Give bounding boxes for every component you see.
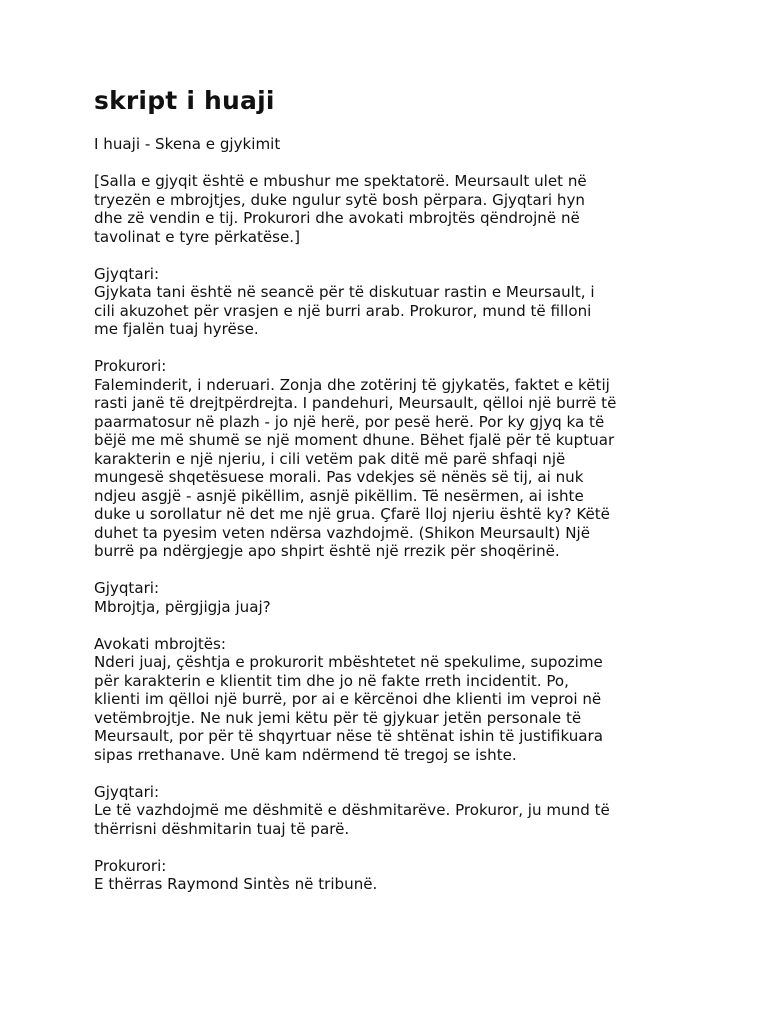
dialogue-block-judge-1 xyxy=(94,265,694,339)
dialogue-line: Le të vazhdojmë me dëshmitë e dëshmitarëve. Prokuror, ju mund të xyxy=(94,801,610,819)
document-page xyxy=(94,84,694,912)
speaker-label: Prokurori: xyxy=(94,856,167,875)
dialogue-line: burrë pa ndërgjegje apo shpirt është një rrezik për shoqërinë. xyxy=(94,542,560,560)
dialogue-line: sipas rrethanave. Unë kam ndërmend të tregoj se ishte. xyxy=(94,745,517,764)
speaker-label: Gjyqtari: xyxy=(94,579,160,597)
dialogue-line: për karakterin e klientit tim dhe jo në fakte rreth incidentit. Po, xyxy=(94,671,569,690)
stage-direction-line: [Salla e gjyqit është e mbushur me spektatorë. Meursault ulet në xyxy=(94,172,587,190)
dialogue-line: Meursault, por për të shqyrtuar nëse të shtënat ishin të justifikuara xyxy=(94,727,603,745)
dialogue-block-prosecutor-2 xyxy=(94,857,694,894)
scene-heading-block xyxy=(94,135,694,154)
dialogue-line: cili akuzohet për vrasjen e një burri arab. Prokuror, mund të filloni xyxy=(94,301,592,320)
document-title: skript i huaji xyxy=(94,86,275,115)
dialogue-block-judge-3 xyxy=(94,783,694,839)
stage-direction-line: tavolinat e tyre përkatëse.] xyxy=(94,227,300,246)
scene-heading: I huaji - Skena e gjykimit xyxy=(94,135,281,153)
dialogue-line: bëjë me më shumë se një moment dhune. Bëhet fjalë për të kuptuar xyxy=(94,431,615,449)
dialogue-line: klienti im qëlloi një burrë, por ai e kërcënoi dhe klienti im veproi në xyxy=(94,690,602,708)
dialogue-block-prosecutor-1 xyxy=(94,357,694,561)
dialogue-line: Gjykata tani është në seancë për të diskutuar rastin e Meursault, i xyxy=(94,283,595,301)
dialogue-line: duke u sorollatur në det me një grua. Çfarë lloj njeriu është ky? Këtë xyxy=(94,505,610,523)
stage-direction-line: tryezën e mbrojtjes, duke ngulur sytë bosh përpara. Gjyqtari hyn xyxy=(94,190,585,209)
dialogue-block-defense xyxy=(94,635,694,765)
dialogue-line: ndjeu asgjë - asnjë pikëllim, asnjë pikëllim. Të nesërmen, ai ishte xyxy=(94,486,584,505)
dialogue-line: me fjalën tuaj hyrëse. xyxy=(94,320,259,338)
dialogue-line: vetëmbrojtje. Ne nuk jemi këtu për të gjykuar jetën personale të xyxy=(94,708,582,727)
speaker-label: Gjyqtari: xyxy=(94,782,160,801)
speaker-label: Gjyqtari: xyxy=(94,264,160,283)
speaker-label: Avokati mbrojtës: xyxy=(94,634,226,653)
dialogue-line: E thërras Raymond Sintès në tribunë. xyxy=(94,875,378,893)
stage-direction xyxy=(94,172,694,246)
dialogue-line: Mbrojtja, përgjigja juaj? xyxy=(94,597,271,616)
dialogue-line: rasti janë të drejtpërdrejta. I pandehuri, Meursault, qëlloi një burrë të xyxy=(94,394,617,412)
dialogue-line: duhet ta pyesim veten ndërsa vazhdojmë. (Shikon Meursault) Një xyxy=(94,523,591,542)
dialogue-line: Faleminderit, i nderuari. Zonja dhe zotërinj të gjykatës, faktet e këtij xyxy=(94,375,610,394)
dialogue-line: karakterin e një njeriu, i cili vetëm pak ditë më parë shfaqi një xyxy=(94,449,566,468)
dialogue-line: mungesë shqetësuese morali. Pas vdekjes së nënës së tij, ai nuk xyxy=(94,468,584,486)
dialogue-line: Nderi juaj, çështja e prokurorit mbështetet në spekulime, supozime xyxy=(94,653,603,671)
stage-direction-line: dhe zë vendin e tij. Prokurori dhe avokati mbrojtës qëndrojnë në xyxy=(94,209,580,227)
dialogue-line: thërrisni dëshmitarin tuaj të parë. xyxy=(94,819,350,838)
dialogue-line: paarmatosur në plazh - jo një herë, por pesë herë. Por ky gjyq ka të xyxy=(94,412,605,431)
speaker-label: Prokurori: xyxy=(94,357,167,375)
dialogue-block-judge-2 xyxy=(94,579,694,616)
